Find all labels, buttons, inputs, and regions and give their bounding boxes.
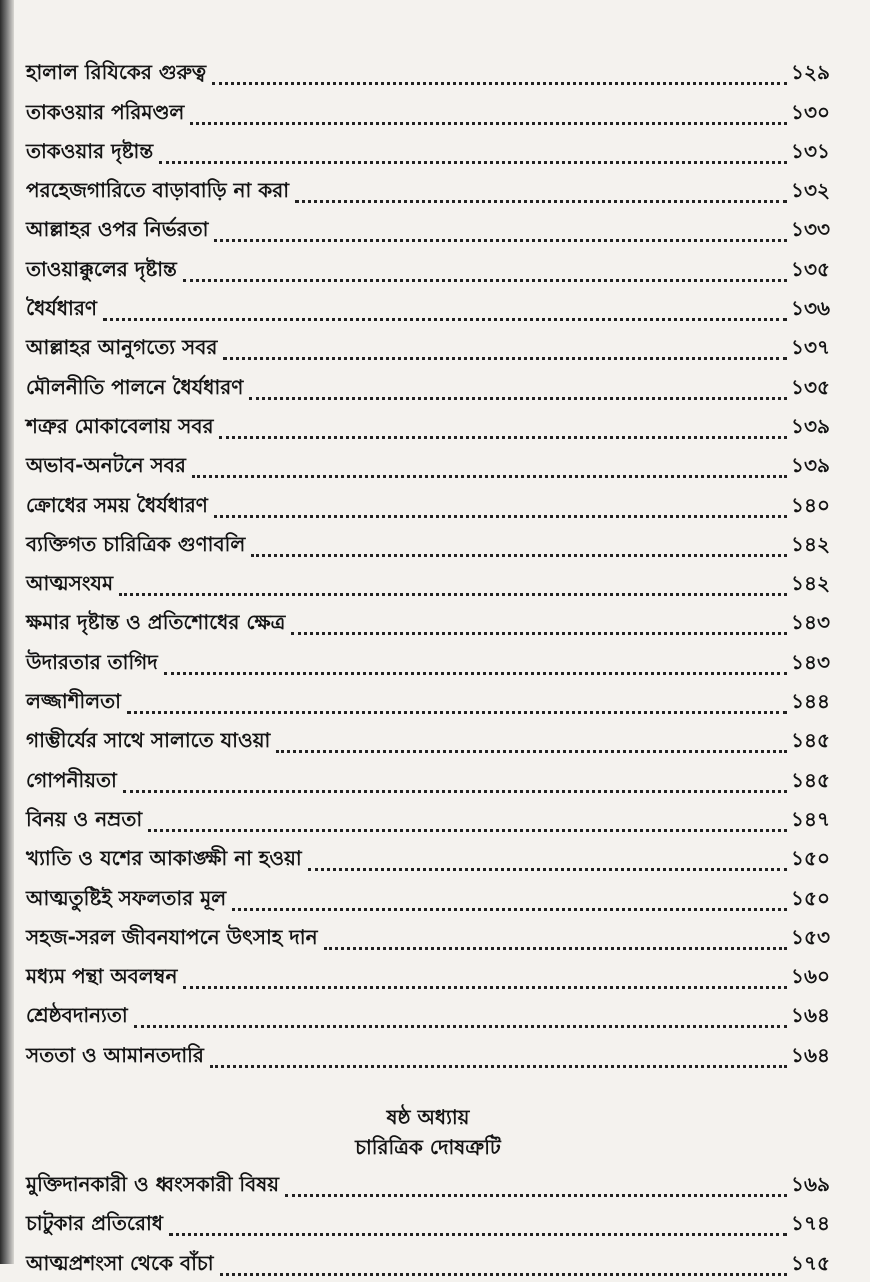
toc-entry-title: ক্রোধের সময় ধৈর্যধারণ (26, 492, 208, 517)
toc-entry-page: ১৩৬ (791, 296, 830, 321)
toc-entry-page: ১৪৪ (791, 689, 830, 714)
toc-entry-title: বিনয় ও নম্রতা (26, 806, 143, 831)
dot-leader (210, 1065, 787, 1068)
toc-entry-page: ১৪৭ (791, 806, 830, 831)
toc-entry-title: মৌলনীতি পালনে ধৈর্যধারণ (26, 374, 244, 399)
toc-entry-title: অভাব-অনটনে সবর (26, 453, 186, 478)
toc-entry (26, 1034, 830, 1073)
toc-entry-title: আত্মসংযম (26, 571, 114, 596)
toc-entry (26, 445, 830, 484)
dot-leader (220, 1273, 788, 1276)
toc-entry (26, 248, 830, 287)
dot-leader (212, 82, 787, 85)
dot-leader (183, 279, 787, 282)
toc-entry-title: লজ্জাশীলতা (26, 689, 121, 714)
toc-entry-page: ১৩০ (791, 99, 830, 124)
toc-entry (26, 995, 830, 1034)
toc-entry-title: ধৈর্যধারণ (26, 296, 97, 321)
toc-entry-title: মধ্যম পন্থা অবলম্বন (26, 964, 178, 989)
toc-entry-page: ১৫০ (791, 846, 830, 871)
toc-entry (26, 209, 830, 248)
chapter-title: চারিত্রিক দোষত্রুটি (355, 1134, 501, 1159)
toc-entry (26, 799, 830, 838)
toc-entry (26, 641, 830, 680)
toc-entry-title: শ্রেষ্ঠবদান্যতা (26, 1003, 128, 1028)
dot-leader (324, 947, 788, 950)
toc-entry (26, 720, 830, 759)
toc-entry-page: ১৪০ (791, 492, 830, 517)
toc-entry (26, 91, 830, 130)
toc-entry-title: চাটুকার প্রতিরোধ (26, 1211, 163, 1236)
dot-leader (192, 475, 787, 478)
toc-entry-title: উদারতার তাগিদ (26, 649, 158, 674)
dot-leader (127, 711, 787, 714)
toc-entry-title: সততা ও আমানতদারি (26, 1042, 204, 1067)
toc-entry-title: তাকওয়ার পরিমণ্ডল (26, 99, 185, 124)
chapter-heading (26, 1102, 830, 1162)
toc-entries (26, 52, 830, 1074)
dot-leader (232, 908, 787, 911)
dot-leader (183, 986, 787, 989)
toc-entry-page: ১৭৫ (791, 1250, 830, 1275)
toc-entry-page: ১২৯ (791, 60, 830, 85)
dot-leader (159, 161, 787, 164)
toc-entry-page: ১৫০ (791, 885, 830, 910)
toc-entry-title: শত্রুর মোকাবেলায় সবর (26, 413, 214, 438)
toc-entry-title: ক্ষমার দৃষ্টান্ত ও প্রতিশোধের ক্ষেত্র (26, 610, 286, 635)
toc-entry (26, 956, 830, 995)
toc-entry-page: ১৩৫ (791, 256, 830, 281)
toc-entry-page: ১৩৩ (791, 217, 830, 242)
dot-leader (190, 122, 787, 125)
toc-entry (26, 406, 830, 445)
toc-entry (26, 563, 830, 602)
toc-entry-title: ব্যক্তিগত চারিত্রিক গুণাবলি (26, 531, 246, 556)
toc-entry (26, 1203, 830, 1242)
dot-leader (249, 397, 787, 400)
dot-leader (148, 829, 787, 832)
toc-entry-title: আল্লাহর ওপর নির্ভরতা (26, 217, 209, 242)
dot-leader (134, 1025, 787, 1028)
toc-entry-title: সহজ-সরল জীবনযাপনে উৎসাহ দান (26, 924, 318, 949)
toc-entry-page: ১৪২ (791, 531, 830, 556)
toc-entry (26, 877, 830, 916)
toc-entry (26, 524, 830, 563)
toc-entry-title: পরহেজগারিতে বাড়াবাড়ি না করা (26, 178, 290, 203)
dot-leader (291, 632, 787, 635)
toc-list (26, 52, 830, 1074)
toc-entry-page: ১৭৪ (791, 1211, 830, 1236)
dot-leader (308, 868, 787, 871)
dot-leader (295, 200, 787, 203)
toc-entry (26, 1242, 830, 1281)
toc-entry-page: ১৬৪ (791, 1003, 830, 1028)
dot-leader (214, 515, 787, 518)
chapter-name: ষষ্ঠ অধ্যায় (386, 1104, 470, 1129)
dot-leader (276, 750, 787, 753)
toc-entry (26, 170, 830, 209)
toc-entry (26, 484, 830, 523)
dot-leader (214, 239, 787, 242)
dot-leader (119, 593, 787, 596)
toc-entry (26, 288, 830, 327)
toc-entry-page: ১৪৫ (791, 728, 830, 753)
toc-entry-title: গাম্ভীর্যের সাথে সালাতে যাওয়া (26, 728, 271, 753)
toc-entry (26, 759, 830, 798)
toc-entry-title: আত্মপ্রশংসা থেকে বাঁচা (26, 1250, 214, 1275)
toc-entry (26, 838, 830, 877)
dot-leader (285, 1194, 787, 1197)
toc-entry-page: ১৫৩ (791, 924, 830, 949)
dot-leader (169, 1233, 787, 1236)
toc-entry-page: ১৩১ (791, 138, 830, 163)
dot-leader (251, 554, 787, 557)
toc-entry-title: তাকওয়ার দৃষ্টান্ত (26, 138, 154, 163)
toc-entry-page: ১৩২ (791, 178, 830, 203)
toc-entry (26, 1164, 830, 1203)
toc-entry-title: আত্মতুষ্টিই সফলতার মূল (26, 885, 227, 910)
toc-entry-title: তাওয়াক্কুলের দৃষ্টান্ত (26, 256, 177, 281)
toc-entry-page: ১৬৯ (791, 1172, 830, 1197)
toc-entry (26, 681, 830, 720)
dot-leader (103, 318, 787, 321)
toc-entry (26, 327, 830, 366)
toc-entry-page: ১৪২ (791, 571, 830, 596)
toc-entry (26, 917, 830, 956)
toc-entry-page: ১৪৫ (791, 767, 830, 792)
dot-leader (219, 436, 787, 439)
book-spine-shadow (0, 0, 14, 1264)
toc-entry (26, 602, 830, 641)
toc-entry-title: গোপনীয়তা (26, 767, 117, 792)
toc-entry-title: খ্যাতি ও যশের আকাঙ্ক্ষী না হওয়া (26, 846, 302, 871)
toc-entry-page: ১৬০ (791, 964, 830, 989)
toc-entry-page: ১৩৯ (791, 413, 830, 438)
dot-leader (123, 790, 787, 793)
toc-entry-title: আল্লাহর আনুগত্যে সবর (26, 335, 218, 360)
toc-entry-page: ১৪৩ (791, 610, 830, 635)
toc-entry (26, 366, 830, 405)
dot-leader (223, 357, 787, 360)
toc-entry-title: মুক্তিদানকারী ও ধ্বংসকারী বিষয় (26, 1172, 280, 1197)
toc-entry-page: ১৬৪ (791, 1042, 830, 1067)
toc-entry-page: ১৪৩ (791, 649, 830, 674)
dot-leader (164, 672, 787, 675)
toc-entry-title: হালাল রিযিকের গুরুত্ব (26, 60, 207, 85)
toc-entry (26, 52, 830, 91)
toc-entry-page: ১৩৫ (791, 374, 830, 399)
toc-entry-page: ১৩৭ (791, 335, 830, 360)
toc-page (26, 52, 830, 1282)
toc-entry-page: ১৩৯ (791, 453, 830, 478)
toc-entry (26, 131, 830, 170)
